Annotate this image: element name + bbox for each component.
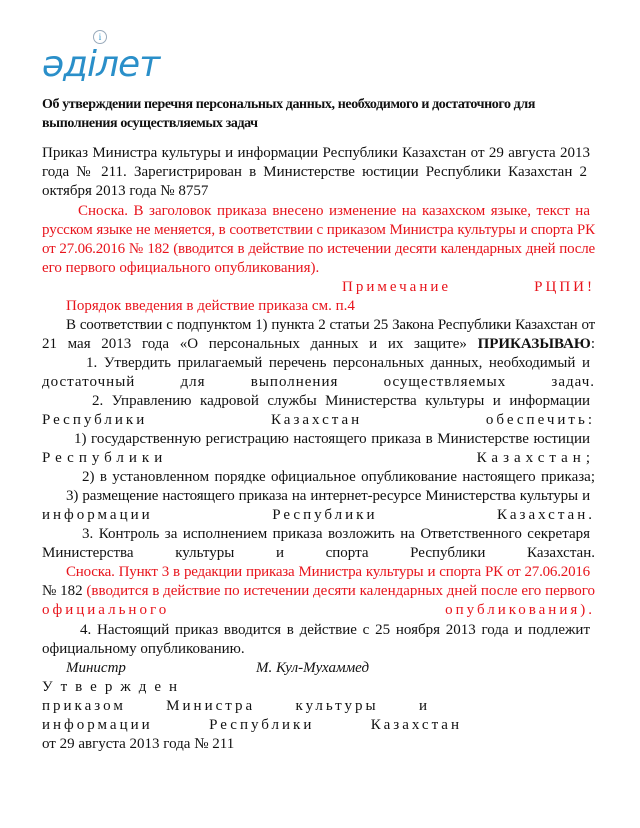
footnote: его первого официального опубликования). [42,260,320,276]
colon: : [590,336,595,352]
intro-text: года № 211. Зарегистрирован в Министерстве юстиции Республики Казахстан 2 [42,164,587,180]
adilet-logo[interactable] [42,30,159,90]
item-3: 3. Контроль за исполнением приказа возложить на Ответственного секретаря [82,526,590,542]
preamble: В соответствии с подпунктом 1) пункта 2 статьи 25 Закона Республики Казахстан от [66,317,595,333]
info-icon: i [93,30,107,44]
spacer [0,133,640,144]
remark-source: РЦПИ! [534,279,595,295]
document-title: Об утверждении перечня персональных данных, необходимого и достаточного для [42,97,535,112]
item-2-3: 3) размещение настоящего приказа на интернет-ресурсе Министерства культуры и [66,488,590,504]
approved-label: Утвержден [42,679,186,695]
approved-by: приказом Министра культуры и [42,698,430,714]
footnote-item-3: официального опубликования). [42,602,595,618]
order-number: № 182 [42,583,83,599]
item-4: 4. Настоящий приказ вводится в действие с 25 ноября 2013 года и подлежит [80,622,590,638]
item-3: Министерства культуры и спорта Республики Казахстан. [42,545,595,561]
item-2-1: Республики Казахстан; [42,450,595,466]
preamble-text: 21 мая 2013 года «О персональных данных и их защите» [42,336,467,352]
approved-date: от 29 августа 2013 года № 211 [42,736,235,752]
remark-label: Примечание [342,279,452,295]
footnote-text: (вводится в действие по истечении десяти календарных дней после его первого [86,583,596,599]
signature-name: М. Кул-Мухаммед [256,660,370,676]
document-body [0,95,640,754]
item-2: Республики Казахстан обеспечить: [42,412,595,428]
intro-text: октября 2013 года № 8757 [42,183,209,199]
preamble [42,335,595,354]
footnote: от 27.06.2016 № 182 (вводится в действие по истечении десяти календарных дней после [42,241,595,257]
signature-role: Министр [66,660,126,676]
item-1: 1. Утвердить прилагаемый перечень персональных данных, необходимый и [86,355,590,371]
signature [66,659,595,678]
footnote-item-3: Сноска. Пункт 3 в редакции приказа Министра культуры и спорта РК от 27.06.2016 [66,564,590,580]
order-note: Порядок введения в действие приказа см. п.4 [66,298,355,314]
approved-by: информации Республики Казахстан [42,717,462,733]
item-1: достаточный для выполнения осуществляемых задач. [42,374,595,390]
item-2-2: 2) в установленном порядке официальное опубликование настоящего приказа; [82,469,595,485]
footnote: русском языке не меняется, в соответствии с приказом Министра культуры и спорта РК [42,222,595,238]
document-title: выполнения осуществляемых задач [42,116,258,131]
remark [342,278,595,297]
intro-text: Приказ Министра культуры и информации Республики Казахстан от 29 августа 2013 [42,145,590,161]
item-4: официальному опубликованию. [42,641,245,657]
item-2-1: 1) государственную регистрацию настоящего приказа в Министерстве юстиции [74,431,590,447]
logo-text: әділет [42,44,160,85]
footnote: Сноска. В заголовок приказа внесено изменение на казахском языке, текст на [78,203,590,219]
item-2: 2. Управлению кадровой службы Министерства культуры и информации [92,393,590,409]
item-2-3: информации Республики Казахстан. [42,507,595,523]
footnote-item-3 [42,582,595,601]
order-word: ПРИКАЗЫВАЮ [477,336,591,352]
